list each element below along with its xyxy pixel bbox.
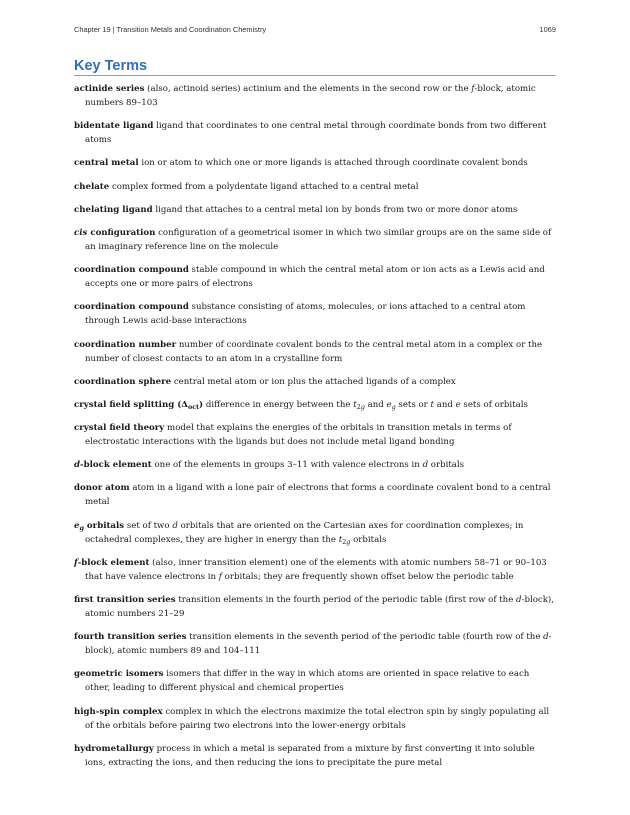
- glossary-definition: process in which a metal is separated from a mixture by first converting it into soluble ions, extracting the ions, and then reducing the ions to precipitate the pure metal: [85, 743, 535, 768]
- glossary-definition: difference in energy between the $t_{2g}$ and $e_g$ sets or t and e sets of orbitals: [203, 399, 528, 411]
- glossary-term: chelate: [74, 181, 110, 192]
- glossary-term: chelating ligand: [74, 204, 153, 215]
- glossary-definition: atom in a ligand with a lone pair of electrons that forms a coordinate covalent bond to a central metal: [85, 483, 551, 508]
- glossary-definition: model that explains the energies of the orbitals in transition metals in terms of electrostatic interactions with the ligands but does not include metal ligand bonding: [85, 423, 512, 448]
- glossary-term: coordination compound: [74, 265, 189, 276]
- glossary-term: cis configuration: [74, 227, 156, 238]
- glossary-definition: complex in which the electrons maximize the total electron spin by singly populating all of the orbitals before pairing two electrons into the lower-energy orbitals: [85, 706, 550, 731]
- glossary-term: high-spin complex: [74, 706, 163, 717]
- glossary-entry: [74, 226, 556, 254]
- glossary-entry: [74, 458, 556, 472]
- glossary-definition: complex formed from a polydentate ligand attached to a central metal: [109, 181, 419, 192]
- page-number: 1069: [539, 25, 556, 34]
- page-header: [74, 25, 556, 34]
- glossary-entry: [74, 519, 556, 547]
- glossary-entry: [74, 82, 556, 110]
- glossary-definition: isomers that differ in the way in which atoms are oriented in space relative to each other, leading to different physical and chemical properties: [85, 669, 530, 694]
- glossary-entry: [74, 667, 556, 695]
- glossary-definition: stable compound in which the central metal atom or ion acts as a Lewis acid and accepts one or more pairs of electrons: [85, 265, 545, 290]
- glossary-entry: [74, 742, 556, 770]
- glossary-term: d-block element: [74, 460, 152, 471]
- glossary-term: bidentate ligand: [74, 121, 154, 132]
- glossary-entry: [74, 375, 556, 389]
- glossary-entry: [74, 263, 556, 291]
- glossary-definition: (also, inner transition element) one of the elements with atomic numbers 58–71 or 90–103 that have valence electrons in f orbitals; they are frequently shown offset below the periodic table: [85, 557, 547, 582]
- glossary-entry: [74, 203, 556, 217]
- glossary-definition: substance consisting of atoms, molecules, or ions attached to a central atom through Lewis acid-base interactions: [85, 302, 526, 327]
- glossary-definition: number of coordinate covalent bonds to the central metal atom in a complex or the number of closest contacts to an atom in a crystalline form: [85, 339, 543, 364]
- glossary-entry: [74, 481, 556, 509]
- glossary-entry: [74, 593, 556, 621]
- glossary-definition: configuration of a geometrical isomer in which two similar groups are on the same side of an imaginary reference line on the molecule: [85, 227, 552, 252]
- glossary-term: donor atom: [74, 483, 130, 494]
- glossary-term: coordination number: [74, 339, 177, 350]
- glossary-definition: one of the elements in groups 3–11 with valence electrons in d orbitals: [151, 460, 465, 471]
- glossary-entry: [74, 180, 556, 194]
- glossary-term: $e_g$ orbitals: [74, 520, 125, 532]
- glossary-entry: [74, 705, 556, 733]
- section-title: Key Terms: [74, 58, 556, 76]
- glossary-entry: [74, 338, 556, 366]
- glossary-entry: [74, 630, 556, 658]
- glossary-definition: ligand that coordinates to one central metal through coordinate bonds from two different atoms: [85, 121, 547, 146]
- glossary-term: f-block element: [74, 557, 150, 568]
- glossary-entry: [74, 119, 556, 147]
- glossary-term: coordination sphere: [74, 376, 172, 387]
- glossary-definition: ligand that attaches to a central metal ion by bonds from two or more donor atoms: [152, 204, 518, 215]
- glossary-term: first transition series: [74, 595, 176, 605]
- glossary-entry: [74, 300, 556, 328]
- glossary-definition: ion or atom to which one or more ligands is attached through coordinate covalent bonds: [138, 158, 528, 169]
- glossary-definition: (also, actinoid series) actinium and the elements in the second row or the f-block, atomic numbers 89–103: [85, 84, 536, 108]
- glossary-entry: [74, 398, 556, 412]
- glossary-term: central metal: [74, 158, 139, 169]
- glossary-definition: transition elements in the fourth period of the periodic table (first row of the d-block), atomic numbers 21–29: [85, 595, 554, 619]
- glossary-term: crystal field theory: [74, 423, 165, 434]
- glossary-term: fourth transition series: [74, 632, 187, 643]
- glossary-term: crystal field splitting $(\Delta_{oct})$: [74, 399, 204, 411]
- glossary-entry: [74, 156, 556, 170]
- chapter-title: Chapter 19 | Transition Metals and Coordination Chemistry: [74, 25, 267, 34]
- glossary-definition: central metal atom or ion plus the attached ligands of a complex: [171, 376, 456, 387]
- glossary-term: geometric isomers: [74, 669, 164, 680]
- glossary-definition: transition elements in the seventh period of the periodic table (fourth row of the d-block), atomic numbers 89 and 104–111: [85, 632, 552, 657]
- glossary-list: [74, 82, 556, 779]
- glossary-term: coordination compound: [74, 302, 189, 313]
- glossary-entry: [74, 421, 556, 449]
- glossary-term: actinide series: [74, 84, 145, 94]
- glossary-definition: set of two d orbitals that are oriented on the Cartesian axes for coordination complexes; in octahedral complexes, they are higher in energy than the $t_{2g}$ orbitals: [85, 520, 524, 546]
- glossary-entry: [74, 556, 556, 584]
- glossary-term: hydrometallurgy: [74, 743, 154, 754]
